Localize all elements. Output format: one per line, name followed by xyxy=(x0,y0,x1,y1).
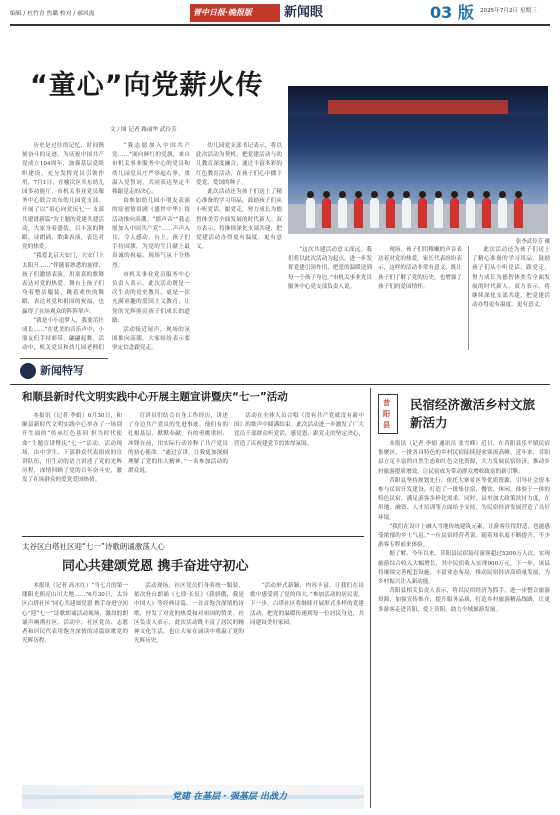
article3-column-2: 活动现场，社区党员们身着统一服装，依次登台朗诵《七律·长征》《我骄傲，我是中国人》等经典诗篇，一首首饱含深情的诗歌，抒发了对党的热爱和对祖国的赞美。社区负责人表示，此次活动既丰富了居民的精神文化生活，也让大家在诵读中重温了党的光辉历史。 xyxy=(134,583,244,645)
lead-byline: 文 / 图 记者 路丽华 武伶芳 xyxy=(110,127,177,133)
article3-column-3: “活动形式新颖，内容丰富，让我们在诗歌中感受到了党的伟大。”参加活动的居民说。下一步，白塔社区将继续开展形式多样的党建活动，把党的温暖传递到每一位居民身边，共同建设美好家园。 xyxy=(250,583,364,626)
lead-column-1 xyxy=(22,142,104,354)
article2-column-3: 活动在全体人员合唱《没有共产党就没有新中国》的歌声中圆满结束。此次活动进一步激发了广大党员干部群众听党话、感党恩、跟党走的坚定决心，营造了庆祝建党节的浓厚氛围。 xyxy=(234,413,364,447)
column-divider xyxy=(468,246,469,350)
news-tag xyxy=(20,358,108,380)
article2-column-2: 宣讲员们结合自身工作经历，讲述了身边共产党员的先进事迹。他们有的扎根基层、默默奉献，有的勇挑重担、冲锋在前，用实际行动诠释了共产党员的初心使命。“通过宣讲，让我更加深刻理解了党的伟大精神。”一名参加活动的群众说。 xyxy=(128,413,228,475)
article3-kicker: 太谷区白塔社区迎“七一”诗歌朗诵激荡人心 xyxy=(22,542,165,551)
paragraph: 昔阳县相关负责人表示，将以民宿经济为抓手，进一步整合旅游资源，加强宣传推介，提升服务品质，打造乡村旅游精品线路，让更多游客走进昔阳、爱上昔阳，助力全域旅游发展。 xyxy=(378,588,550,613)
paragraph: “我爱北京天安门，天安门上太阳升……”伴随着熟悉的旋律，孩子们激情表演，用童真的歌舞表达对党的热爱。舞台上孩子们身着整洁服装，跳着欢快的舞蹈，表达对党和祖国的祝福，也赢得了在场观众的阵阵掌声。 xyxy=(22,253,104,315)
paragraph: “我志愿加入中国共产党……”面向鲜红的党旗，来自市机关事业服务中心的党员和幼儿园党员庄严举起右拳，重温入党誓词，共同表达坚定不移跟党走的决心。 xyxy=(112,143,190,196)
child-figure xyxy=(370,198,379,228)
paragraph: 由参加幼儿园小朋友表演的原创情景剧《盛世中华》将活动推向高潮。“那声音”“我志愿加入中国共产党”……声声入耳，令人感动。台上，孩子们手持国旗，为党的生日献上最真诚的祝福，现场气氛十分热烈。 xyxy=(112,198,190,269)
photo-caption: 张李武伶芳 摄 xyxy=(515,239,550,245)
paragraph: 此次活动还为孩子们送上了精心准备的学习用品，鼓励孩子们从小听党话、跟党走，努力成长为德智体美劳全面发展的时代新人。双方表示，将继续深化支部共建，把党建活动办得更有温度、更有意义。 xyxy=(472,247,550,309)
child-figure xyxy=(466,198,475,228)
column-divider xyxy=(370,388,371,808)
paragraph: 活动接近尾声，现场的氛围推向高潮，大家纷纷表示要坚定信念跟党走。 xyxy=(112,327,190,352)
lead-photo xyxy=(288,86,548,234)
paragraph: 历史是过往的记忆，时间镌刻奋斗的足迹。为庆祝中国共产党成立104周年，加强基层党组织建设，充分发挥党员引领作用，7月1日，在榆次区夹东幼儿园多功能厅，市机关事业党员服务中心联合夹东幼儿园党支部，开展了以“童心向党庆七一 支部共建谱新篇”为主题的党建共建活动。大家身着盛装，以丰富的舞蹈、诗朗诵、歌曲表演，表达对党的热爱。 xyxy=(22,143,104,251)
article4-body xyxy=(378,440,550,808)
news-tag-label: 新闻特写 xyxy=(40,364,84,377)
article3-title: 同心共建颂党恩 携手奋进守初心 xyxy=(62,559,249,574)
child-figure xyxy=(306,198,315,228)
paragraph: 市机关事业党员服务中心负责人表示，此次活动既是一次生动的党史教育，更是一次充满童趣的爱国主义教育，让党的光辉照亮孩子们成长的道路。 xyxy=(112,271,190,324)
article4-kicker-box xyxy=(378,394,398,434)
child-figure xyxy=(354,198,363,228)
article2-column-1: 本报讯（记者 李娟）6月30日，和顺县新时代文明实践中心举办了一场别开生面的“传承红色基因 担当时代使命”主题宣讲暨庆“七一”活动。活动现场，由中学生、干部群众代表组成的宣讲队伍，用生动的语言讲述了党的光辉历程，深情回顾了党的百年奋斗史，激发了在场群众的爱党爱国热情。 xyxy=(22,413,122,484)
lead-column-5 xyxy=(378,246,462,354)
paper-name: 晋中日报·晚报版 xyxy=(193,8,253,17)
paragraph: 此次活动还为孩子们送上了精心准备的学习用品，鼓励孩子们从小听党话、跟党走，努力成长为德智体美劳全面发展的时代新人。双方表示，将继续深化支部共建，把党建活动办得更有温度、更有意义。 xyxy=(196,189,282,251)
lead-column-4 xyxy=(288,246,372,354)
child-figure xyxy=(514,198,523,228)
child-figure xyxy=(418,198,427,228)
section-name: 新闻眼 xyxy=(284,5,324,20)
masthead-editors: 编辑 / 杜竹青 焦璐 校对 / 郝风霞 xyxy=(10,11,95,17)
lead-title: “童心”向党薪火传 xyxy=(30,70,264,101)
article4-title: 民宿经济激活乡村文旅新活力 xyxy=(410,397,536,430)
banner-text: 党建 在基层 · 强基层 出战力 xyxy=(172,792,287,802)
child-figure xyxy=(386,198,395,228)
article-divider xyxy=(22,536,364,537)
paragraph: “我是小小追梦人，我要茁壮成长……”在优美的音乐声中，小朋友们手持彩带，翩翩起舞。活动中，机关党员和幼儿园老师们 xyxy=(22,317,104,352)
child-figure xyxy=(434,198,443,228)
child-figure xyxy=(322,198,331,228)
child-figure xyxy=(338,198,347,228)
paragraph: 据了解，今年以来，昔阳县民宿接待游客超过5200万人次，实现旅游综合收入大幅增长，其中民宿收入实现900万元。下一步，该县将继续完善配套设施，丰富业态布局，推动民宿经济高质量发展，为乡村振兴注入新动能。 xyxy=(378,551,550,586)
lead-column-2 xyxy=(112,142,190,354)
child-figure xyxy=(402,198,411,228)
paragraph: “这次共建活动意义深远。我们将以此次活动为起点，进一步发挥党建引领作用，把党的温暖送到每一个孩子身边。”市机关事业党员服务中心党支部负责人说。 xyxy=(288,247,372,290)
masthead-rule xyxy=(10,24,550,26)
lead-column-3 xyxy=(196,142,282,354)
footer-banner xyxy=(22,785,364,809)
article4-kicker: 昔阳县 xyxy=(383,399,390,429)
paragraph: 现场，孩子们用稚嫩的声音表达着对党的热爱。家长代表纷纷表示，这样的活动非常有意义，既让孩子们了解了党的历史，也增强了孩子们的爱国情怀。 xyxy=(378,247,462,290)
child-figure xyxy=(482,198,491,228)
stage-banner xyxy=(328,100,508,114)
child-figure xyxy=(498,198,507,228)
paragraph: 幼儿园党支部书记表示，将以此次活动为契机，把党建活动与幼儿教育深度融合，通过丰富多彩的红色教育活动，在孩子们心中播下爱党、爱国的种子。 xyxy=(196,143,282,186)
paragraph: 本报讯（记者 李娟 通讯员 张雪峰）近日，在昔阳县乐平镇民宿集聚区，一批各具特色的乡村民宿陆续迎来客流高峰。近年来，昔阳县立足丰富的自然生态和红色文化资源，大力发展民宿经济，推动乡村旅游提质增效，让民宿成为带动群众增收致富的新引擎。 xyxy=(378,441,550,475)
lead-column-6 xyxy=(472,246,550,354)
news-tag-circle xyxy=(20,363,36,379)
paragraph: 昔阳县坚持规划先行，依托大寨景区等优质资源，引导社会资本参与民宿开发建设，打造了一批集住宿、餐饮、休闲、体验于一体的特色民宿，满足游客多样化需求。同时，县里加大政策扶持力度，在用地、融资、人才培训等方面给予支持，为民宿经济发展营造了良好环境。 xyxy=(378,477,550,521)
page-number: 03 版 xyxy=(430,3,474,22)
article2-title: 和顺县新时代文明实践中心开展主题宣讲暨庆“七一”活动 xyxy=(22,391,288,403)
paragraph: “我们在设计上融入当地传统建筑元素，让游客住得舒适，也能感受浓郁的乡土气息。”一位民宿经营者说。随着知名度不断提升，不少游客专程前来体验。 xyxy=(378,523,550,549)
masthead-date: 2025年7月2日 星期三 xyxy=(480,8,537,14)
section-rule xyxy=(10,384,550,385)
article3-column-1: 本报讯（记者 高水红）“当七月的第一缕阳光照亮山川大地……”6月30日，太谷区白塔社区“同心共建颂党恩 携手奋进守初心”迎“七一”诗歌朗诵活动现场，激昂的朗诵声响彻社区。活动中，社区党员、志愿者和居民代表用饱含深情的诗篇讴歌党的光辉历程。 xyxy=(22,583,128,645)
child-figure xyxy=(450,198,459,228)
